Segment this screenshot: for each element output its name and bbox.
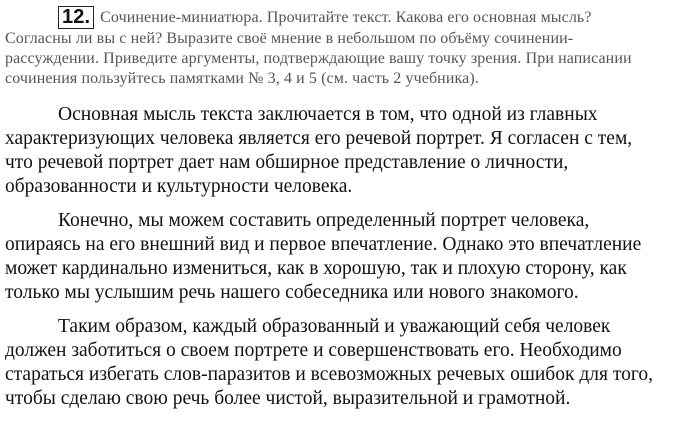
essay-line: может кардинально измениться, как в хорошую, так и плохую сторону, как (5, 258, 627, 279)
essay-line: что речевой портрет дает нам обширное представление о личности, (5, 152, 569, 173)
essay-paragraph (5, 103, 697, 199)
task-line: Согласны ли вы с ней? Выразите своё мнение в небольшом по объёму сочинении- (5, 30, 574, 47)
essay-paragraph (5, 315, 697, 411)
task-line: рассуждении. Приведите аргументы, подтверждающие вашу точку зрения. При написании (5, 50, 632, 67)
task-number-badge: 12. (58, 6, 94, 29)
task-line (5, 6, 695, 29)
essay-line: характеризующих человека является его речевой портрет. Я согласен с тем, (5, 128, 633, 149)
essay-line: только мы услышим речь нашего собеседника или нового знакомого. (5, 282, 579, 303)
essay-line: стараться избегать слов-паразитов и всевозможных речевых ошибок для того, (5, 364, 653, 385)
task-instructions (5, 6, 695, 89)
task-text: Сочинение-миниатюра. Прочитайте текст. Какова его основная мысль? (100, 9, 592, 26)
essay-paragraph (5, 209, 697, 305)
essay-line: чтобы сделаю свою речь более чистой, выразительной и грамотной. (5, 388, 571, 409)
essay-line: опираясь на его внешний вид и первое впечатление. Однако это впечатление (5, 234, 642, 255)
essay-line: образованности и культурности человека. (5, 176, 353, 197)
essay-answer (5, 103, 697, 421)
essay-line: Конечно, мы можем составить определенный портрет человека, (58, 210, 590, 231)
essay-line: Таким образом, каждый образованный и уважающий себя человек (58, 316, 611, 337)
task-line: сочинения пользуйтесь памятками № 3, 4 и 5 (см. часть 2 учебника). (5, 70, 479, 87)
essay-line: Основная мысль текста заключается в том, что одной из главных (58, 104, 598, 125)
essay-line: должен заботиться о своем портрете и совершенствовать его. Необходимо (5, 340, 622, 361)
